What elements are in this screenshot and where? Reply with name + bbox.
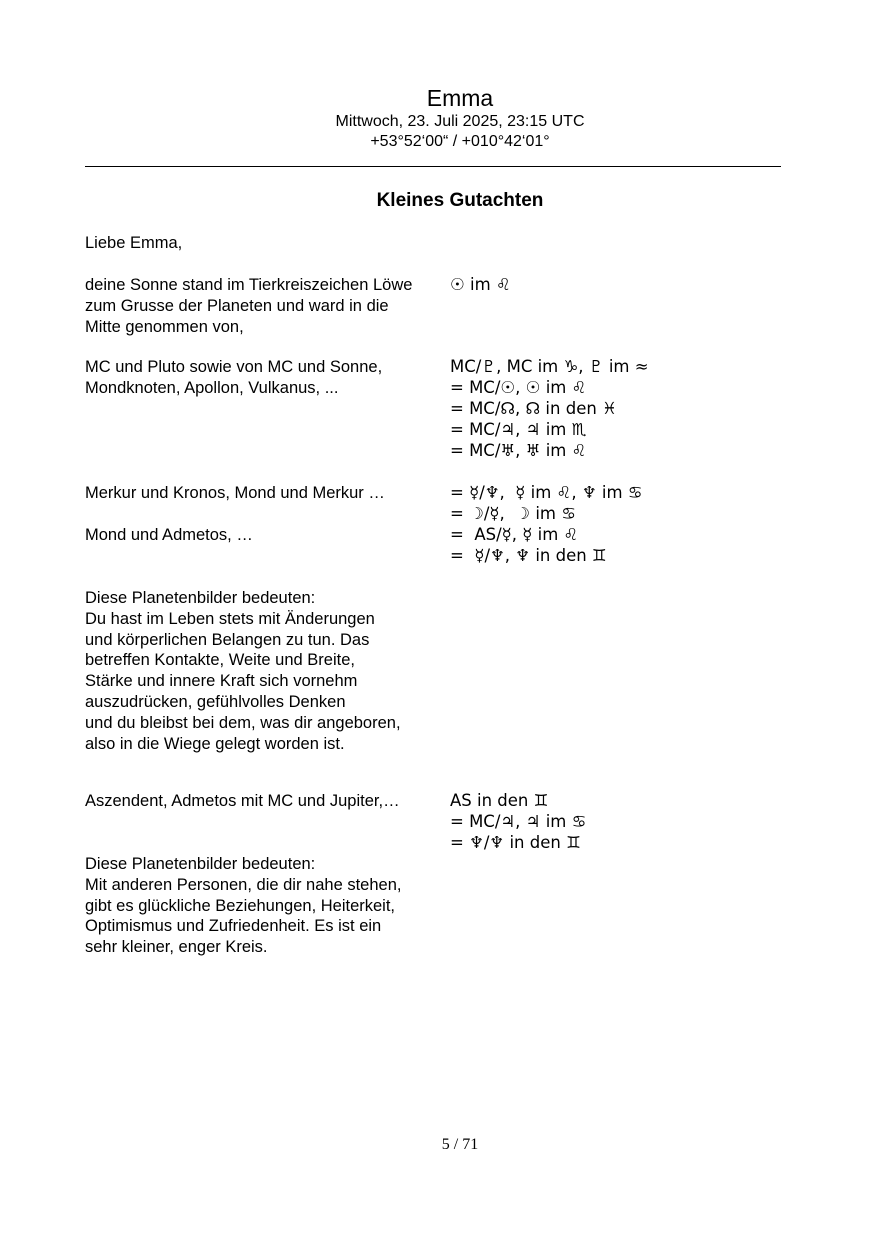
greeting: Liebe Emma, [85, 234, 183, 252]
section-mc-text: MC und Pluto sowie von MC und Sonne, Mondknoten, Apollon, Vulkanus, ... [85, 358, 383, 397]
section-mc-symbols: MC/♇, MC im ♑, ♇ im ≈ = MC/☉, ☉ im ♌ = MC/☊, ☊ in den ♓ = MC/♃, ♃ im ♏ = MC/♅, ♅ im ♌ [450, 357, 649, 460]
section-sun-symbols: ☉ im ♌ [450, 275, 511, 294]
header-divider [85, 166, 781, 167]
interpretation-2: Diese Planetenbilder bedeuten: Mit anderen Personen, die dir nahe stehen, gibt es glückliche Beziehungen, Heiterkeit, Optimismus und Zufriedenheit. Es ist ein sehr kleiner, enger Kreis. [85, 855, 402, 957]
person-name: Emma [426, 85, 494, 111]
page-title: Kleines Gutachten [376, 190, 544, 211]
section-moon-symbols: = AS/☿, ☿ im ♌ = ☿/♆, ♆ in den ♊ [450, 525, 607, 565]
section-moon-text: Mond und Admetos, … [85, 526, 253, 544]
interpretation-1: Diese Planetenbilder bedeuten: Du hast im Leben stets mit Änderungen und körperlichen Belangen zu tun. Das betreffen Kontakte, Weite und Breite, Stärke und innere Kraft sich vornehm auszudrücken, gefühlvolles Denken und du bleibst bei dem, was dir angeboren, also in die Wiege gelegt worden ist. [85, 589, 401, 753]
section-ascendant-symbols: AS in den ♊ = MC/♃, ♃ im ♋ = ♆/♆ in den ♊ [450, 791, 587, 852]
section-ascendant-text: Aszendent, Admetos mit MC und Jupiter,… [85, 792, 400, 810]
page-number: 5 / 71 [441, 1136, 479, 1153]
section-mercury-text: Merkur und Kronos, Mond und Merkur … [85, 484, 385, 502]
section-sun-text: deine Sonne stand im Tierkreiszeichen Löwe zum Grusse der Planeten und ward in die Mitte genommen von, [85, 276, 413, 336]
birth-coordinates: +53°52‘00“ / +010°42‘01° [370, 133, 550, 150]
section-mercury-symbols: = ☿/♆, ☿ im ♌, ♆ im ♋ = ☽/☿, ☽ im ♋ [450, 483, 643, 523]
birth-datetime: Mittwoch, 23. Juli 2025, 23:15 UTC [335, 113, 585, 130]
page-header [0, 84, 877, 152]
